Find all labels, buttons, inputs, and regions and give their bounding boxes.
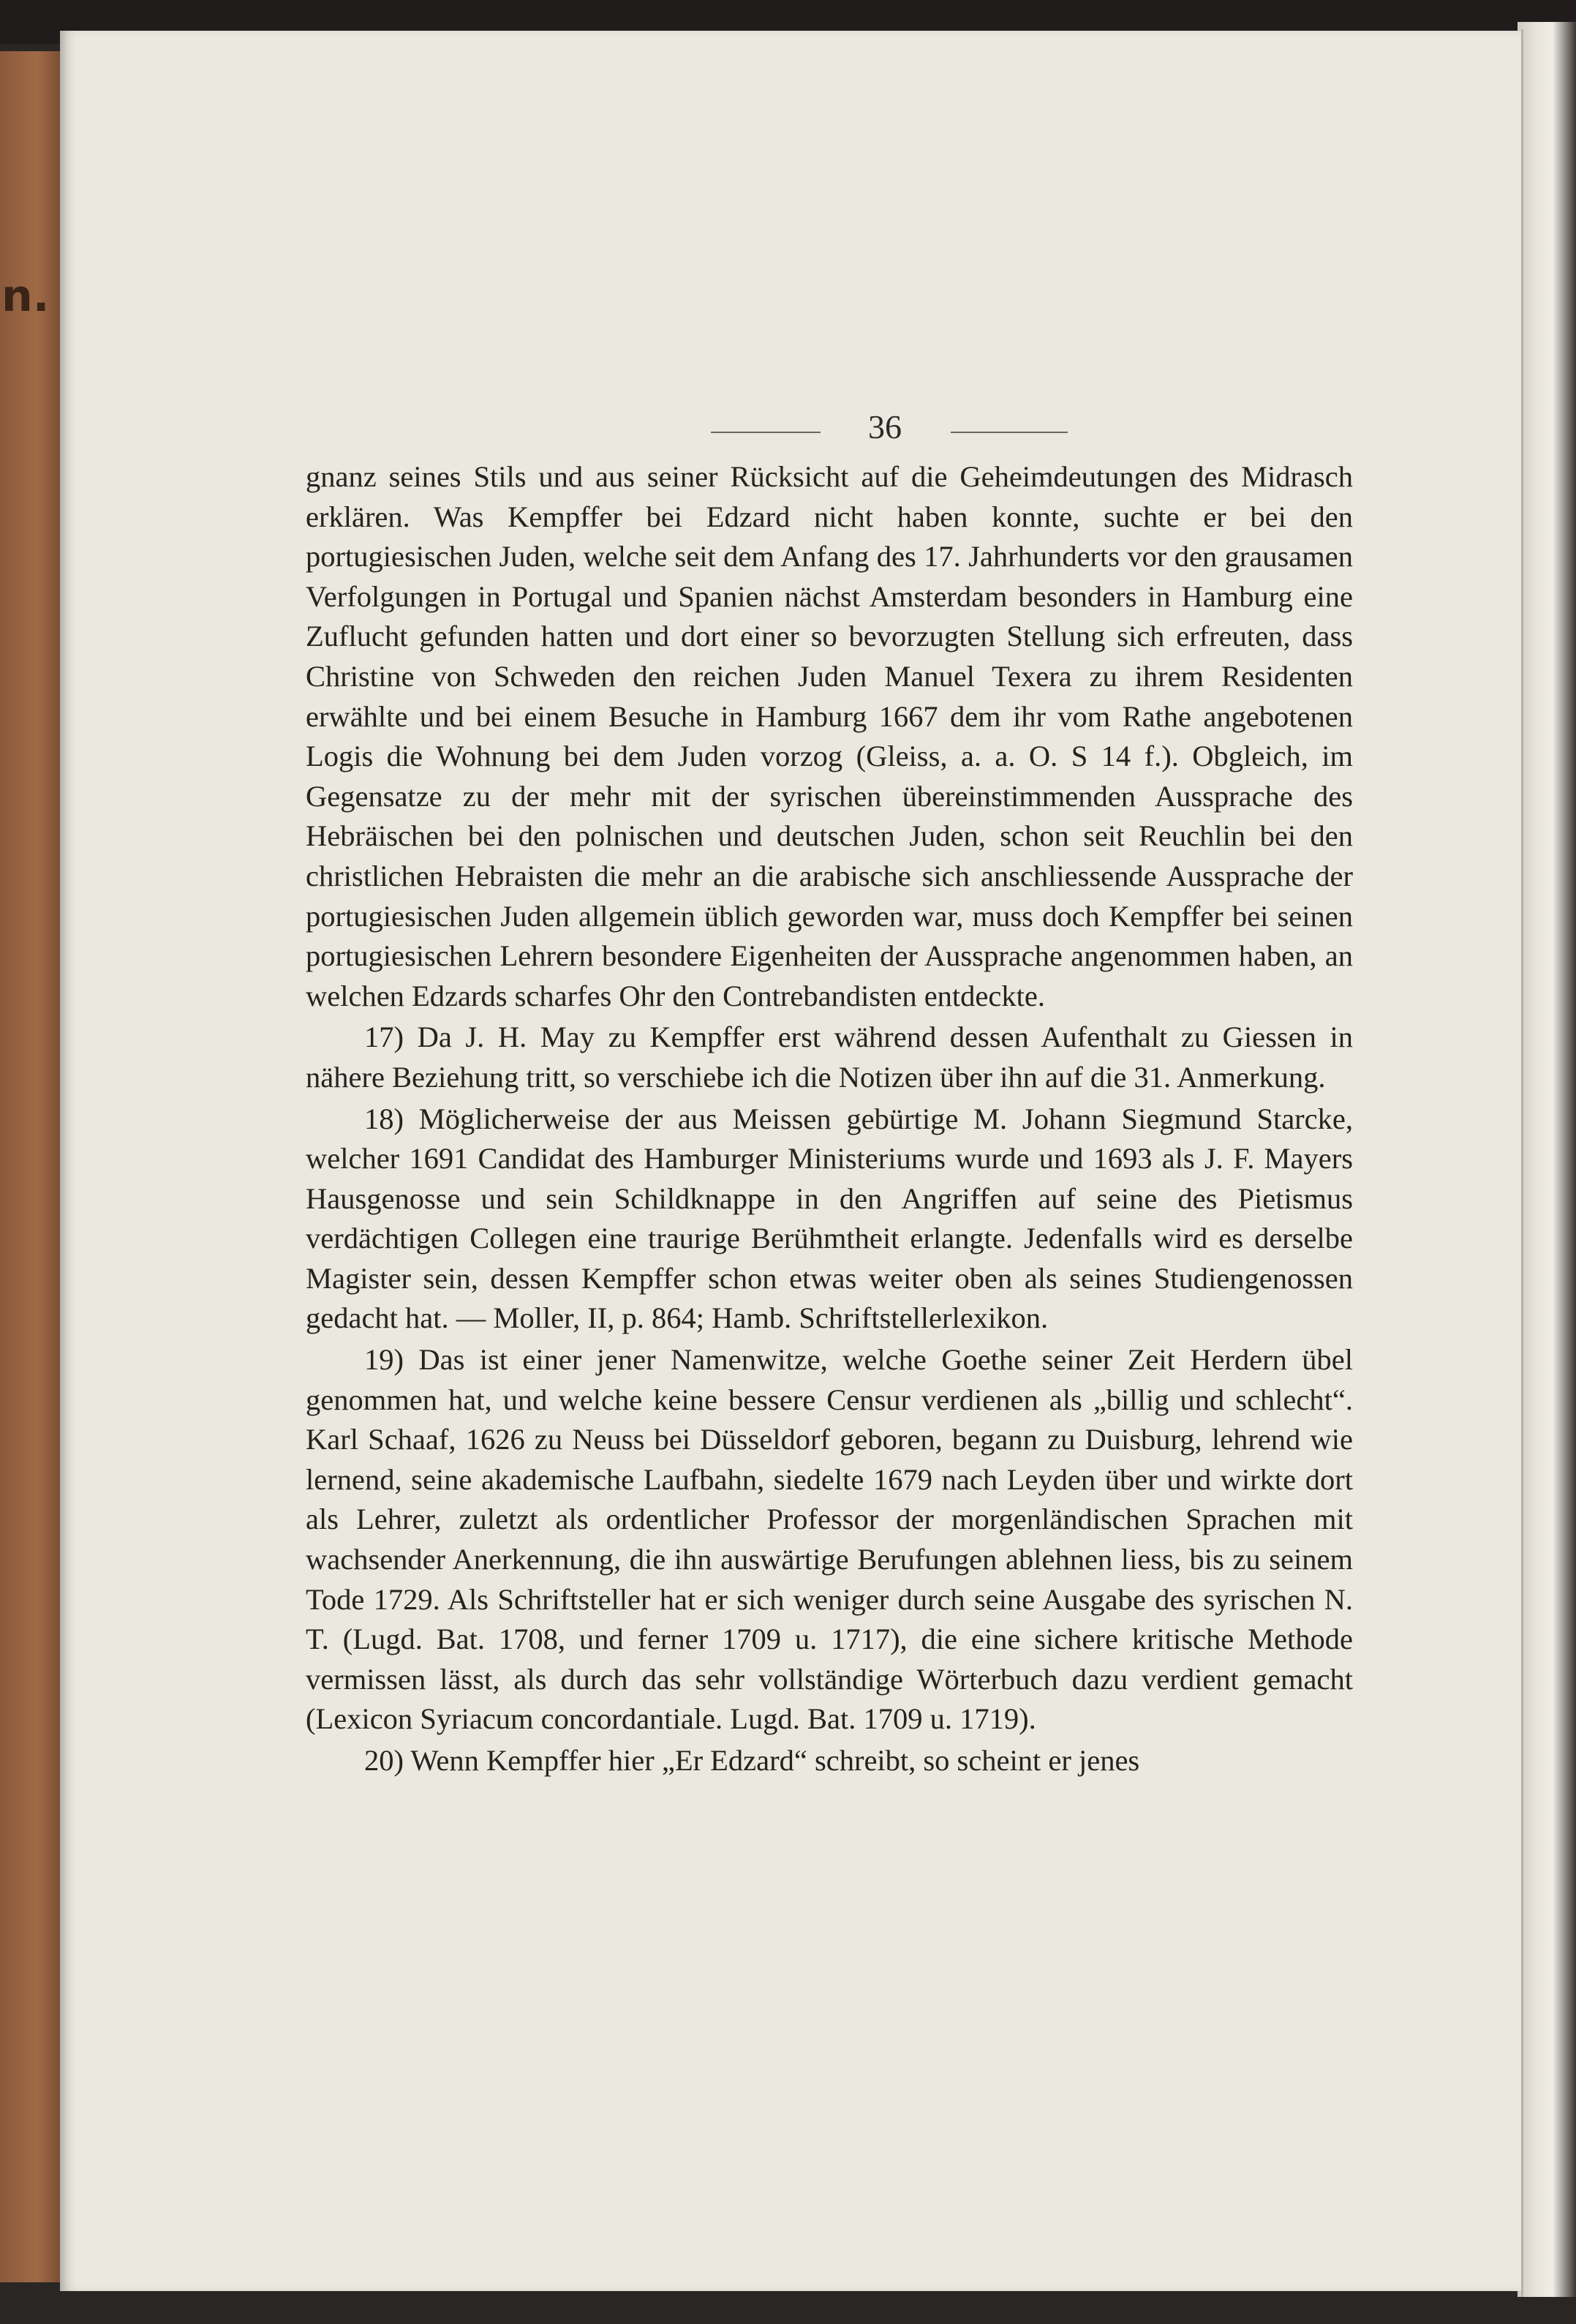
header-rule-left bbox=[711, 432, 821, 433]
page-header bbox=[702, 407, 1068, 451]
header-rule-right bbox=[951, 432, 1068, 433]
page-edge-right bbox=[1517, 22, 1576, 2297]
footnote-19: 19) Das ist einer jener Namenwitze, welche Goethe seiner Zeit Herdern übel genommen hat, und welche keine bessere Censur verdienen als „billig und schlecht“. Karl Schaaf, 1626 zu Neuss bei Düsseldorf geboren, begann zu Duisburg, lehrend wie lernend, seine akademische Laufbahn, siedelte 1679 nach Leyden über und wirkte dort als Lehrer, zuletzt als ordentlicher Professor der morgenländischen Sprachen mit wachsender Anerkennung, die ihn auswärtige Berufungen ablehnen liess, bis zu seinem Tode 1729. Als Schriftsteller hat er sich weniger durch seine Ausgabe des syrischen N. T. (Lugd. Bat. 1708, und ferner 1709 u. 1717), die eine sichere kritische Methode vermissen lässt, als durch das sehr vollständige Wörterbuch dazu verdient gemacht (Lexicon Syriacum concordantiale. Lugd. Bat. 1709 u. 1719). bbox=[306, 1343, 1353, 1736]
page-edge-line bbox=[1521, 29, 1523, 2297]
book-cover-edge bbox=[0, 51, 67, 2282]
cover-mark: n. bbox=[1, 271, 50, 322]
footnote-20: 20) Wenn Kempffer hier „Er Edzard“ schreibt, so scheint er jenes bbox=[364, 1744, 1140, 1777]
footnote-17: 17) Da J. H. May zu Kempffer erst während dessen Aufenthalt zu Giessen in nähere Beziehung tritt, so verschiebe ich die Notizen über ihn auf die 31. Anmerkung. bbox=[306, 1020, 1353, 1094]
footnote-18: 18) Möglicherweise der aus Meissen gebürtige M. Johann Siegmund Starcke, welcher 1691 Candidat des Hamburger Ministeriums wurde und 1693 als J. F. Mayers Hausgenosse und sein Schildknappe in den Angriffen auf seine des Pietismus verdächtigen Collegen eine traurige Berühmtheit erlangte. Jedenfalls wird es derselbe Magister sein, dessen Kempffer schon etwas weiter oben als seines Studiengenossen gedacht hat. — Moller, II, p. 864; Hamb. Schriftstellerlexikon. bbox=[306, 1102, 1353, 1335]
page-number: 36 bbox=[868, 408, 902, 445]
paragraph-continuation: gnanz seines Stils und aus seiner Rücksicht auf die Geheimdeutungen des Midrasch erklären. Was Kempffer bei Edzard nicht haben konnte, suchte er bei den portugiesischen Juden, welche seit dem Anfang des 17. Jahrhunderts vor den grausamen Verfolgungen in Portugal und Spanien nächst Amsterdam besonders in Hamburg eine Zuflucht gefunden hatten und dort einer so bevorzugten Stellung sich erfreuten, dass Christine von Schweden den reichen Juden Manuel Texera zu ihrem Residenten erwählte und bei einem Besuche in Hamburg 1667 dem ihr vom Rathe angebotenen Logis die Wohnung bei dem Juden vorzog (Gleiss, a. a. O. S 14 f.). Obgleich, im Gegensatze zu der mehr mit der syrischen übereinstimmenden Aussprache des Hebräischen bei den polnischen und deutschen Juden, schon seit Reuchlin bei den christlichen Hebraisten die mehr an die arabische sich anschliessende Aussprache der portugiesischen Juden allgemein üblich geworden war, muss doch Kempffer bei seinen portugiesischen Lehrern besondere Eigenheiten der Aussprache angenommen haben, an welchen Edzards scharfes Ohr den Contrebandisten entdeckte. bbox=[306, 460, 1353, 1012]
page-body bbox=[306, 457, 1353, 1781]
